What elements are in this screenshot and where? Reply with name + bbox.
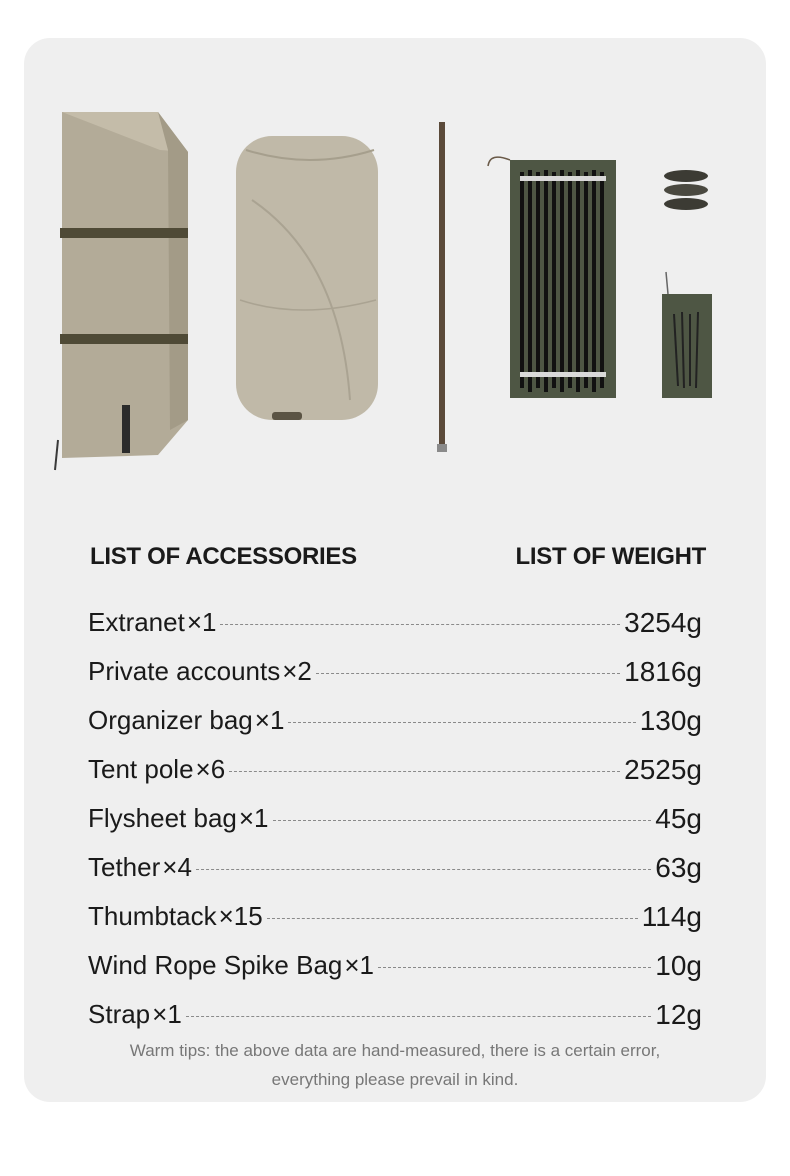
item-weight: 10g bbox=[655, 949, 702, 981]
accessories-list bbox=[88, 598, 702, 1039]
item-weight: 3254g bbox=[624, 606, 702, 638]
item-weight: 45g bbox=[655, 802, 702, 834]
pole-bag-image bbox=[488, 157, 616, 398]
accessories-photo bbox=[0, 0, 790, 500]
list-item bbox=[88, 696, 702, 745]
dashed-leader bbox=[220, 624, 620, 625]
item-weight: 2525g bbox=[624, 753, 702, 785]
item-name: Private accounts bbox=[88, 656, 281, 686]
list-item bbox=[88, 794, 702, 843]
item-quantity: ×6 bbox=[195, 754, 226, 784]
item-name: Thumbtack bbox=[88, 901, 217, 931]
list-item bbox=[88, 647, 702, 696]
dashed-leader bbox=[229, 771, 620, 772]
dashed-leader bbox=[196, 869, 651, 870]
list-item bbox=[88, 843, 702, 892]
dashed-leader bbox=[316, 673, 620, 674]
item-quantity: ×1 bbox=[186, 607, 217, 637]
tent-pole-image bbox=[437, 122, 447, 452]
tips-line-2: everything please prevail in kind. bbox=[271, 1070, 519, 1089]
item-weight: 63g bbox=[655, 851, 702, 883]
item-quantity: ×15 bbox=[218, 901, 263, 931]
item-weight: 114g bbox=[641, 900, 702, 932]
item-weight: 130g bbox=[639, 704, 702, 736]
accessories-heading: LIST OF ACCESSORIES bbox=[90, 543, 357, 570]
tips-line-1: Warm tips: the above data are hand-measured, there is a certain error, bbox=[129, 1041, 661, 1060]
list-item bbox=[88, 892, 702, 941]
item-quantity: ×1 bbox=[152, 999, 182, 1029]
item-name: Strap bbox=[88, 999, 151, 1029]
item-name: Tether bbox=[88, 852, 161, 882]
weight-heading: LIST OF WEIGHT bbox=[515, 543, 706, 570]
list-item bbox=[88, 745, 702, 794]
item-weight: 12g bbox=[655, 998, 702, 1030]
list-item bbox=[88, 941, 702, 990]
extranet-bag-image bbox=[55, 112, 188, 470]
item-name: Wind Rope Spike Bag bbox=[88, 950, 343, 980]
item-weight: 1816g bbox=[624, 655, 702, 687]
inner-tent-bag-image bbox=[236, 136, 378, 420]
item-name: Organizer bag bbox=[88, 705, 253, 735]
item-name: Tent pole bbox=[88, 754, 194, 784]
item-name: Extranet bbox=[88, 607, 185, 637]
stake-bag-image bbox=[662, 272, 712, 398]
dashed-leader bbox=[267, 918, 638, 919]
item-quantity: ×1 bbox=[238, 803, 269, 833]
list-item bbox=[88, 990, 702, 1039]
list-item bbox=[88, 598, 702, 647]
table-header bbox=[90, 543, 706, 571]
dashed-leader bbox=[378, 967, 651, 968]
dashed-leader bbox=[288, 722, 635, 723]
item-name: Flysheet bag bbox=[88, 803, 237, 833]
item-quantity: ×1 bbox=[254, 705, 285, 735]
item-quantity: ×1 bbox=[344, 950, 375, 980]
dashed-leader bbox=[273, 820, 652, 821]
item-quantity: ×2 bbox=[282, 656, 312, 686]
item-quantity: ×4 bbox=[162, 852, 192, 882]
warm-tips bbox=[0, 1036, 790, 1094]
dashed-leader bbox=[186, 1016, 651, 1017]
wind-rope-image bbox=[664, 170, 708, 210]
